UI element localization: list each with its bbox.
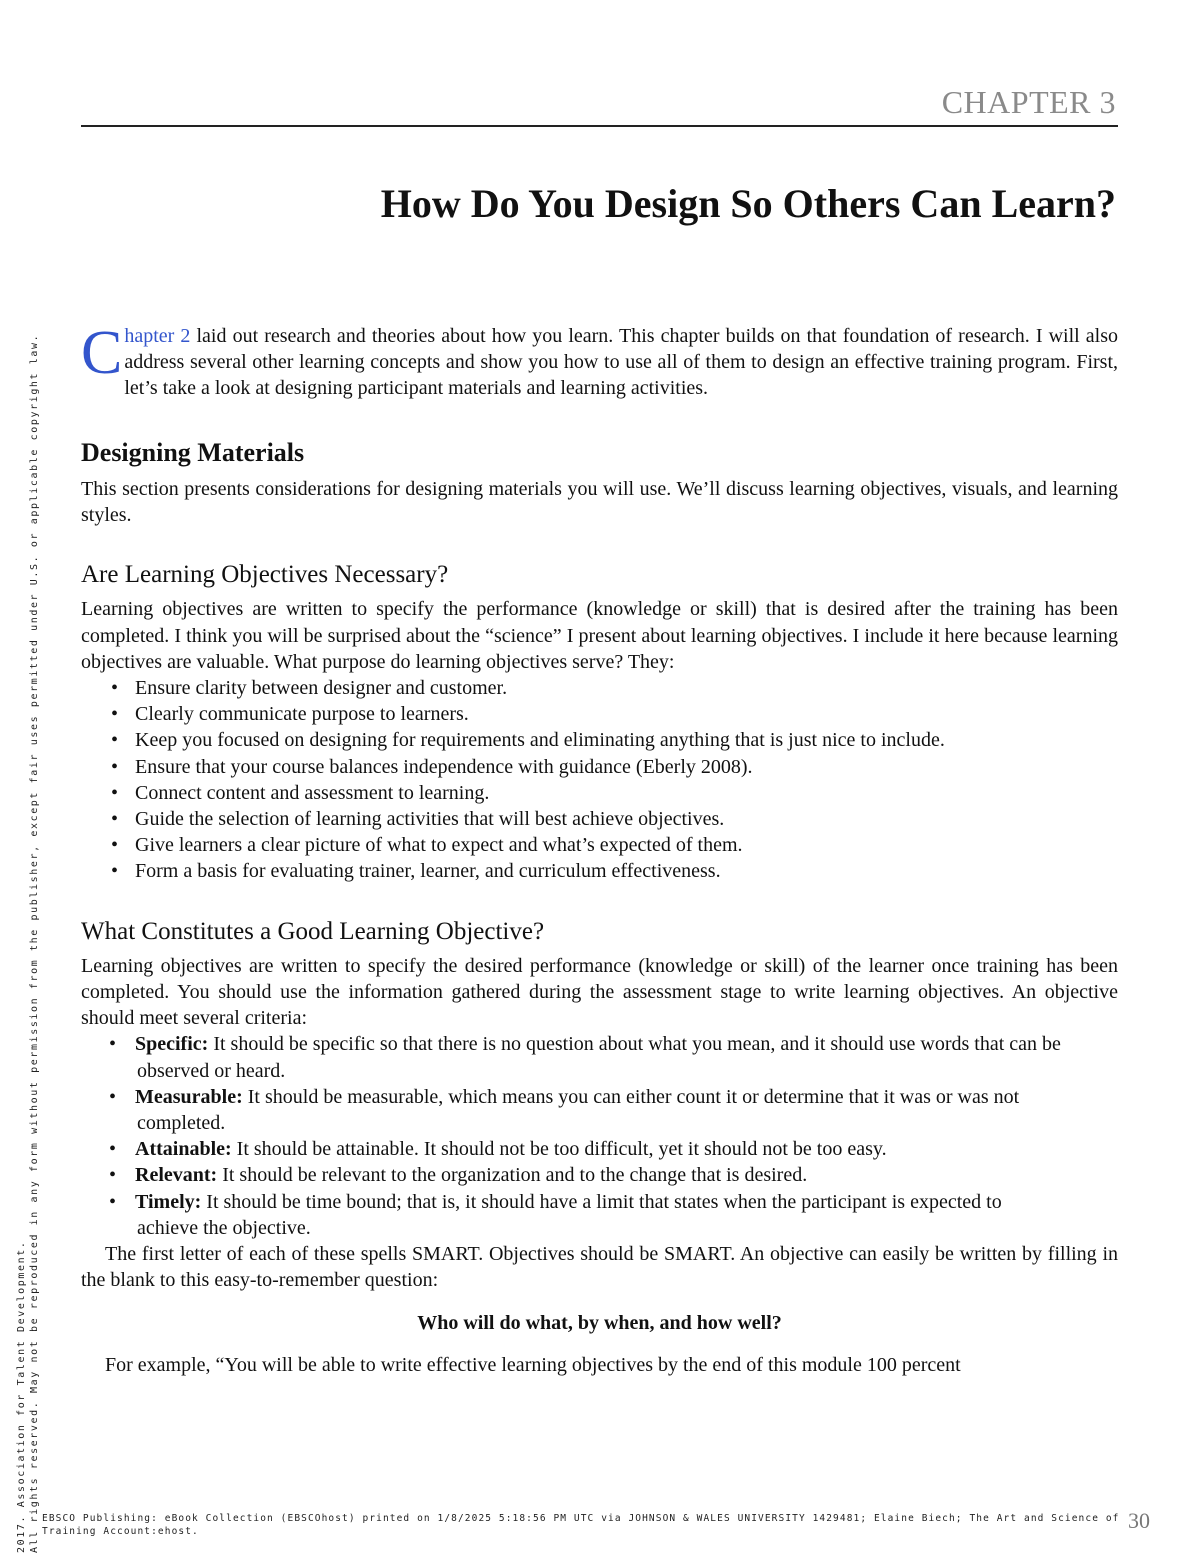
page-content [81,319,1118,1378]
copyright-side-note [15,333,41,1553]
example-paragraph: For example, “You will be able to write effective learning objectives by the end of this module 100 percent [105,1353,961,1376]
list-item: • Guide the selection of learning activities that will best achieve objectives. [111,808,725,831]
list-item: • Form a basis for evaluating trainer, learner, and curriculum effectiveness. [111,860,721,883]
smart-question: Who will do what, by when, and how well? [417,1311,782,1334]
copyright-line: 2017. Association for Talent Development. [16,1240,27,1553]
list-item: • Attainable: It should be attainable. It should not be too difficult, yet it should not be too easy. [109,1138,887,1161]
list-item: • Measurable: It should be measurable, which means you can either count it or determine that it was or was not completed. [109,1085,1020,1135]
list-item: • Specific: It should be specific so that there is no question about what you mean, and it should use words that can be observed or heard. [109,1033,1061,1082]
objectives-necessary-paragraph: Learning objectives are written to specify the performance (knowledge or skill) that is desired after the training has been completed. I think you will be surprised about the “science” I present about learning objectives. I include it here because learning objectives are valuable. What purpose do learning objectives serve? They: [81,598,1118,673]
footer-note [42,1512,1162,1538]
list-item: • Relevant: It should be relevant to the organization and to the change that is desired. [109,1164,808,1187]
intro-text: laid out research and theories about how you learn. This chapter builds on that foundation of research. I will also address several other learning concepts and show you how to use all of them to design an effective training program. First, let’s take a look at designing participant materials and learning activities. [124,325,1118,400]
header-rule [81,125,1118,127]
drop-cap: C [81,319,123,387]
list-item: • Connect content and assessment to learning. [111,781,490,804]
page-title: How Do You Design So Others Can Learn? [380,181,1116,226]
smart-criteria-list [81,1031,1118,1241]
heading-objectives-necessary: Are Learning Objectives Necessary? [81,561,449,589]
rights-line: All rights reserved. May not be reproduced in any form without permission from the publisher, except fair uses permitted under U.S. or applicable copyright law. [29,333,40,1553]
heading-designing-materials: Designing Materials [81,437,305,467]
intro-paragraph [81,319,1118,402]
footer-line-account: Training Account:ehost. [42,1526,199,1537]
list-item: • Give learners a clear picture of what to expect and what’s expected of them. [111,834,743,857]
designing-materials-paragraph: This section presents considerations for designing materials you will use. We’ll discuss learning objectives, visuals, and learning styles. [81,477,1118,527]
purpose-list [81,675,1118,885]
good-objective-paragraph: Learning objectives are written to specify the desired performance (knowledge or skill) of the learner once training has been completed. You should use the information gathered during the assessment stage to write learning objectives. An objective should meet several criteria: [81,954,1118,1030]
footer-line: EBSCO Publishing: eBook Collection (EBSCOhost) printed on 1/8/2025 5:18:56 PM UTC via JOHNSON & WALES UNIVERSITY 1429481; Elaine Biech; The Art and Science of [42,1513,1120,1524]
list-item: • Ensure clarity between designer and customer. [111,677,508,700]
list-item: • Keep you focused on designing for requirements and eliminating anything that is just nice to include. [111,729,945,752]
list-item: • Clearly communicate purpose to learners. [111,703,469,726]
chapter-2-link[interactable]: hapter 2 [124,325,191,347]
list-item: • Ensure that your course balances independence with guidance (Eberly 2008). [111,755,753,778]
list-item: • Timely: It should be time bound; that is, it should have a limit that states when the participant is expected to achieve the objective. [109,1190,1002,1239]
chapter-label: CHAPTER 3 [941,84,1116,120]
smart-paragraph: The first letter of each of these spells SMART. Objectives should be SMART. An objective can easily be written by filling in the blank to this easy-to-remember question: [81,1243,1118,1292]
page-number: 30 [1128,1508,1150,1533]
heading-good-objective: What Constitutes a Good Learning Objective? [81,917,545,945]
